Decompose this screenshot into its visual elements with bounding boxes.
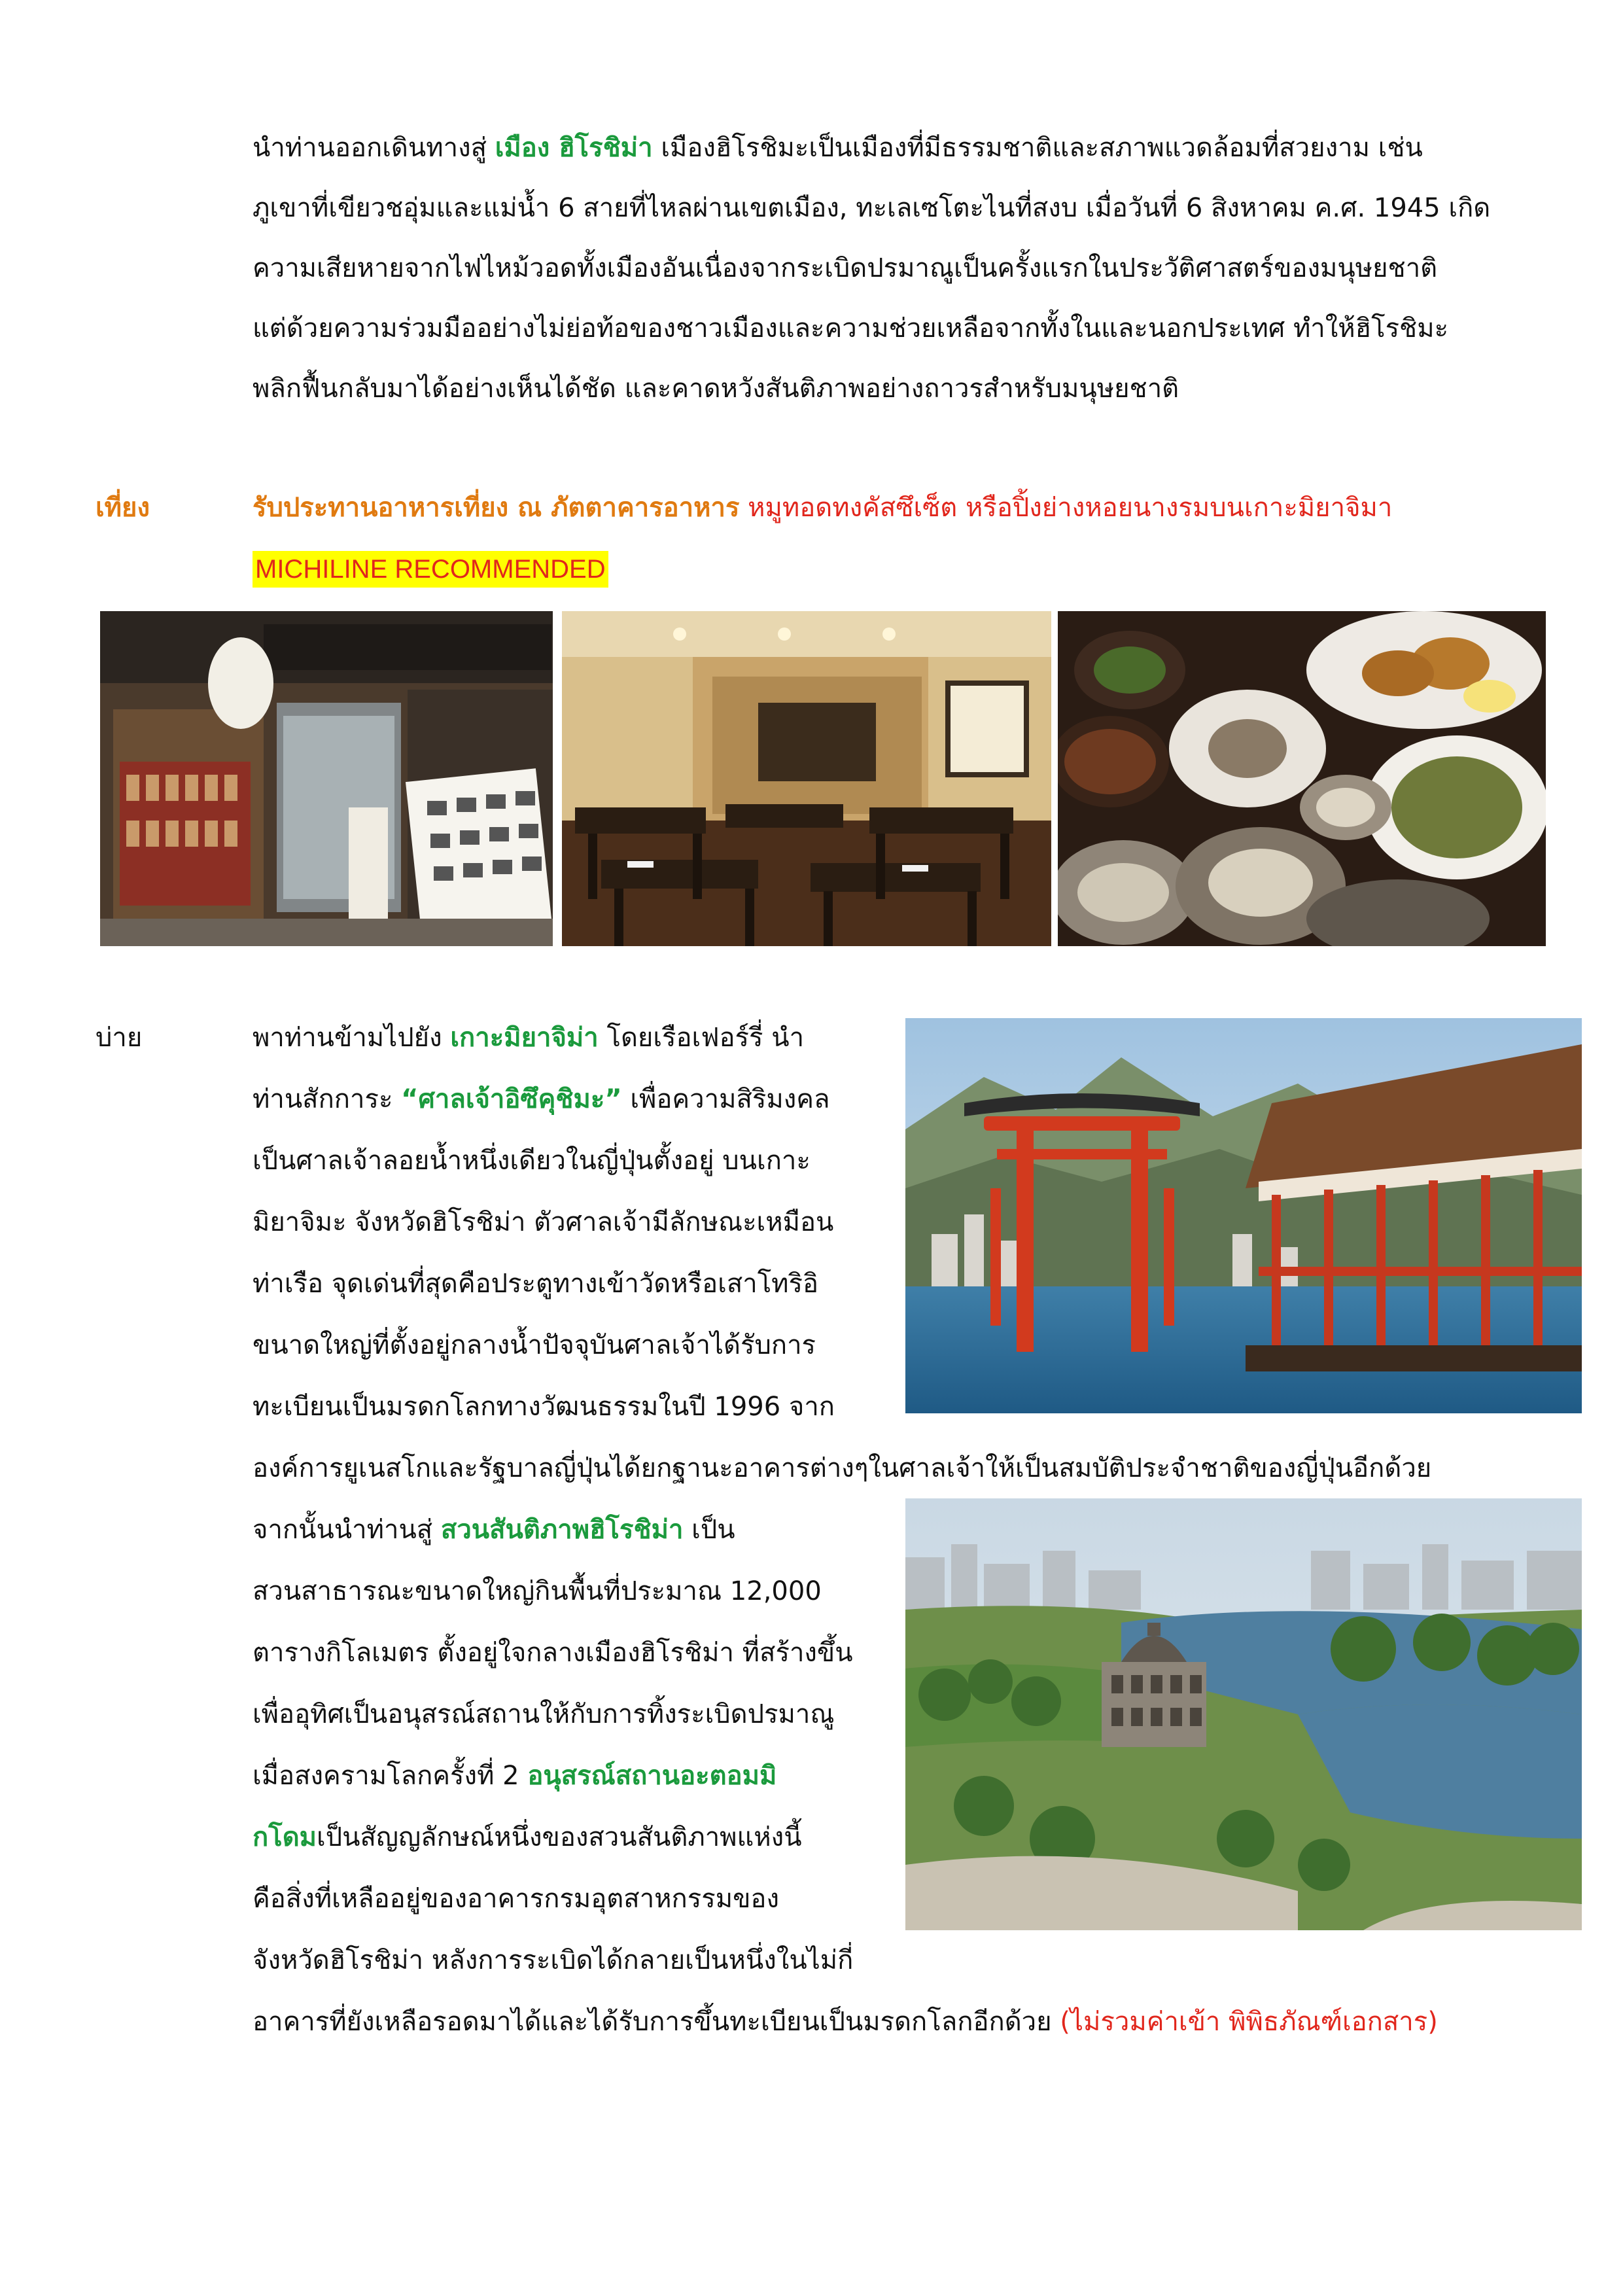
itsukushima-torii-photo bbox=[905, 1018, 1582, 1413]
park-text: อาคารที่ยังเหลือรอดมาได้และได้รับการขึ้นทะเบียนเป็นมรดกโลกอีกด้วย bbox=[253, 2007, 1060, 2037]
miyajima-line-6: ขนาดใหญ่ที่ตั้งอยู่กลางน้ำปัจจุบันศาลเจ้าได้รับการ bbox=[253, 1330, 816, 1360]
atomic-bomb-dome-photo bbox=[905, 1498, 1582, 1930]
peace-park-highlight: สวนสันติภาพฮิโรชิม่า bbox=[440, 1515, 684, 1545]
intro-line-5: พลิกฟื้นกลับมาได้อย่างเห็นได้ชัด และคาดหวังสันติภาพอย่างถาวรสำหรับมนุษยชาติ bbox=[253, 374, 1179, 404]
atomic-dome-highlight: อนุสรณ์สถานอะตอมมิ bbox=[527, 1761, 777, 1791]
miyajima-line-5: ท่าเรือ จุดเด่นที่สุดคือประตูทางเข้าวัดหรือเสาโทริอิ bbox=[253, 1269, 819, 1299]
park-line-1 bbox=[253, 1500, 735, 1560]
itsukushima-shrine-highlight: “ศาลเจ้าอิซึคุชิมะ” bbox=[401, 1084, 622, 1114]
miyajima-text: พาท่านข้ามไปยัง bbox=[253, 1023, 451, 1053]
intro-line-3: ความเสียหายจากไฟไหม้วอดทั้งเมืองอันเนื่องจากระเบิดปรมาณูเป็นครั้งแรกในประวัติศาสตร์ของมนุษยชาติ bbox=[253, 253, 1438, 283]
restaurant-interior-photo bbox=[562, 611, 1051, 946]
admission-note: (ไม่รวมค่าเข้า พิพิธภัณฑ์เอกสาร) bbox=[1060, 2007, 1438, 2037]
afternoon-label: บ่าย bbox=[96, 1023, 143, 1053]
lunch-menu: หมูทอดทงคัสซึเซ็ต หรือปิ้งย่างหอยนางรมบนเกาะมิยาจิมา bbox=[739, 493, 1393, 523]
park-line-6 bbox=[253, 1807, 802, 1867]
park-text: จากนั้นนำท่านสู่ bbox=[253, 1515, 441, 1545]
intro-line-4: แต่ด้วยความร่วมมืออย่างไม่ย่อท้อของชาวเมืองและความช่วยเหลือจากทั้งในและนอกประเทศ ทำให้ฮิโรชิมะ bbox=[253, 313, 1449, 344]
miyajima-line-4: มิยาจิมะ จังหวัดฮิโรชิม่า ตัวศาลเจ้ามีลักษณะเหมือน bbox=[253, 1207, 834, 1237]
hiroshima-city-highlight: เมือง ฮิโรชิม่า bbox=[495, 133, 653, 163]
park-line-5 bbox=[253, 1746, 777, 1806]
atomic-dome-highlight: กโดม bbox=[253, 1822, 317, 1852]
lunch-lead: รับประทานอาหารเที่ยง ณ ภัตตาคารอาหาร bbox=[253, 493, 740, 523]
intro-line-1 bbox=[253, 118, 1423, 178]
park-line-3: ตารางกิโลเมตร ตั้งอยู่ใจกลางเมืองฮิโรชิม่า ที่สร้างขึ้น bbox=[253, 1638, 853, 1668]
miyajima-line-3: เป็นศาลเจ้าลอยน้ำหนึ่งเดียวในญี่ปุ่นตั้งอยู่ บนเกาะ bbox=[253, 1146, 811, 1176]
park-line-9 bbox=[253, 1992, 1438, 2052]
miyajima-text: ท่านสักการะ bbox=[253, 1084, 402, 1114]
restaurant-exterior-photo bbox=[100, 611, 553, 946]
oyster-set-photo bbox=[1058, 611, 1546, 946]
miyajima-line-8: องค์การยูเนสโกและรัฐบาลญี่ปุ่นได้ยกฐานะอาคารต่างๆในศาลเจ้าให้เป็นสมบัติประจำชาติของญี่ปุ่นอีกด้วย bbox=[253, 1453, 1432, 1483]
miyajima-island-highlight: เกาะมิยาจิม่า bbox=[450, 1023, 599, 1053]
lunch-line bbox=[253, 478, 1392, 538]
michelin-badge bbox=[253, 550, 608, 589]
park-text: เป็น bbox=[683, 1515, 735, 1545]
park-line-2: สวนสาธารณะขนาดใหญ่กินพื้นที่ประมาณ 12,000 bbox=[253, 1576, 822, 1606]
park-text: เมื่อสงครามโลกครั้งที่ 2 bbox=[253, 1761, 528, 1791]
miyajima-text: โดยเรือเฟอร์รี่ นำ bbox=[598, 1023, 805, 1053]
park-line-7: คือสิ่งที่เหลืออยู่ของอาคารกรมอุตสาหกรรมของ bbox=[253, 1884, 779, 1914]
miyajima-line-2 bbox=[253, 1069, 830, 1129]
miyajima-line-7: ทะเบียนเป็นมรดกโลกทางวัฒนธรรมในปี 1996 จาก bbox=[253, 1392, 835, 1422]
intro-line-2: ภูเขาที่เขียวชอุ่มและแม่น้ำ 6 สายที่ไหลผ่านเขตเมือง, ทะเลเซโตะไนที่สงบ เมื่อวันที่ 6 สิงหาคม ค.ศ. 1945 เกิด bbox=[253, 193, 1491, 223]
park-line-4: เพื่ออุทิศเป็นอนุสรณ์สถานให้กับการทิ้งระเบิดปรมาณู bbox=[253, 1699, 835, 1729]
intro-text: นำท่านออกเดินทางสู่ bbox=[253, 133, 495, 163]
miyajima-line-1 bbox=[253, 1008, 804, 1068]
lunch-label: เที่ยง bbox=[96, 493, 150, 523]
park-line-8: จังหวัดฮิโรชิม่า หลังการระเบิดได้กลายเป็นหนึ่งในไม่กี่ bbox=[253, 1945, 854, 1975]
park-text: เป็นสัญญลักษณ์หนึ่งของสวนสันติภาพแห่งนี้ bbox=[317, 1822, 802, 1852]
michelin-badge-text: MICHILINE RECOMMENDED bbox=[253, 551, 608, 588]
intro-text: เมืองฮิโรชิมะเป็นเมืองที่มีธรรมชาติและสภาพแวดล้อมที่สวยงาม เช่น bbox=[652, 133, 1423, 163]
miyajima-text: เพื่อความสิริมงคล bbox=[621, 1084, 830, 1114]
